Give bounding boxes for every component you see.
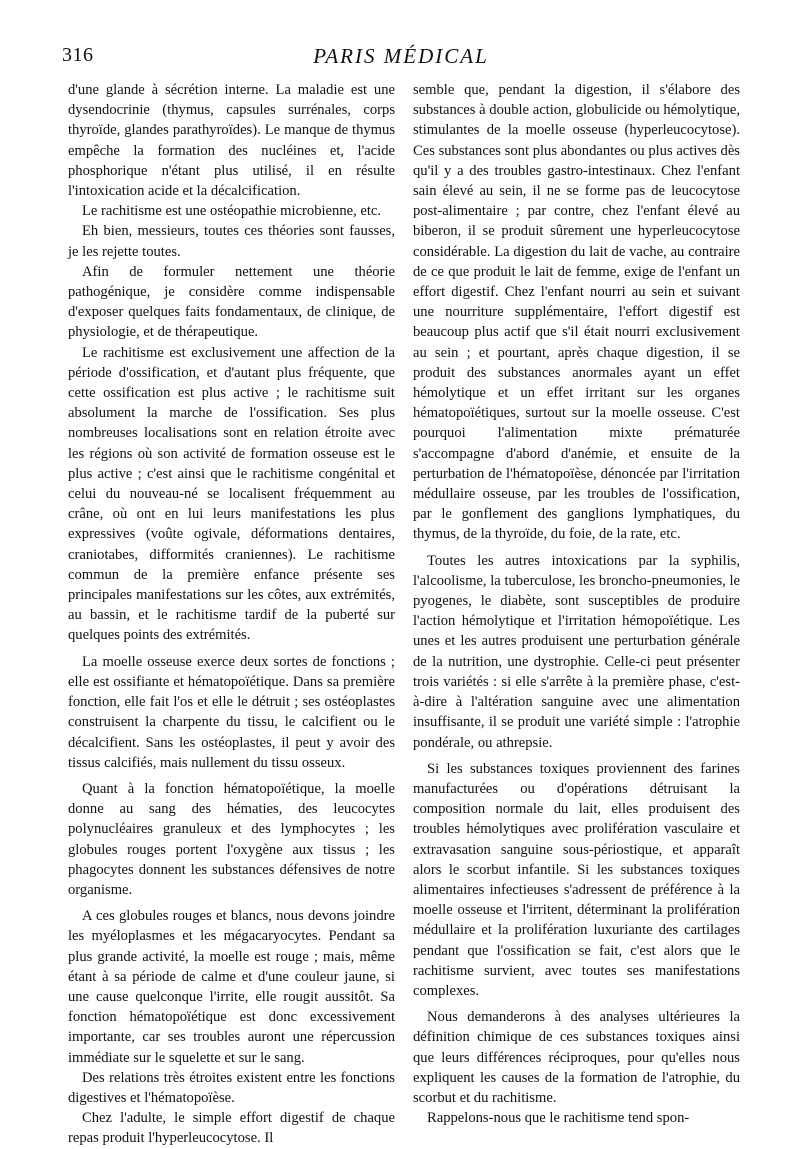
paragraph: Eh bien, messieurs, toutes ces théories sont fausses, je les rejette toutes.	[68, 223, 395, 260]
paragraph: Afin de formuler nettement une théorie pathogénique, je considère comme indispensable d'exposer quelques faits fondamentaux, de clinique, de physiologie, et de thérapeutique.	[68, 263, 395, 341]
paragraph: Si les substances toxiques proviennent des farines manufacturées ou d'opérations détruisant la composition normale du lait, elles produisent des troubles hémolytiques avec prolifération vasculaire et extravasation sanguine sous-périostique, et apparaît alors le scorbut infantile. Si les substances toxiques alimentaires infectieuses s'adressent de préférence à la moelle osseuse et l'irritent, déterminant la prolifération médullaire et la prolifération luxuriante des cartilages pendant que l'ossification se fait, c'est alors que le rachitisme survient, avec toutes ses manifestations complexes.	[413, 760, 740, 999]
paragraph: Nous demanderons à des analyses ultérieures la définition chimique de ces substances toxiques ainsi que leurs différences réciproques, pour qu'elles nous expliquent les causes de la formation de l'atrophie, du scorbut et du rachitisme.	[413, 1009, 740, 1106]
paragraph: Rappelons-nous que le rachitisme tend spon-	[427, 1110, 690, 1127]
paragraph: A ces globules rouges et blancs, nous devons joindre les myéloplasmes et les mégacaryocytes. Pendant sa plus grande activité, la moelle est rouge ; mais, même étant à sa période de calme et d'une couleur jaune, si une cause quelconque l'irrite, elle rougit aussitôt. Sa fonction hématopoïétique est donc excessivement importante, car ses troubles auront une répercussion immédiate sur le squelette et sur le sang.	[68, 908, 395, 1066]
page-header	[62, 40, 740, 74]
left-column	[68, 80, 395, 1149]
paragraph: Le rachitisme est exclusivement une affection de la période d'ossification, et d'autant plus fréquente, que cette ossification est plus active ; le rachitisme suit absolument la marche de l'ossification. Ses plus nombreuses localisations sont en relation étroite avec les régions où son activité de formation osseuse est le plus active ; c'est ainsi que le rachitisme congénital et celui du nouveau-né se localisent fréquemment au crâne, où ont en lui leurs manifestations les plus expressives (voûte ogivale, déformations dentaires, craniotabes, difformités craniennes). Le rachitisme commun de la première enfance présente ses principales manifestations sur les côtes, aux extrémités, au bassin, et le rachitisme tardif de la puberté sur quelques points des extrémités.	[68, 344, 395, 644]
paragraph: Le rachitisme est une ostéopathie microbienne, etc.	[82, 203, 382, 220]
paragraph: semble que, pendant la digestion, il s'élabore des substances à double action, globulicide ou hémolytique, stimulantes de la moelle osseuse (hyperleucocytose). Ces substances sont plus abondantes ou plus actives dès qu'il y a des troubles gastro-intestinaux. Chez l'enfant sain élevé au sein, il ne se forme pas de leucocytose post-alimentaire ; par contre, chez l'enfant élevé au biberon, il se produit sûrement une hyperleucocytose considérable. La digestion du lait de vache, au contraire de ce que produit le lait de femme, exige de l'enfant un effort digestif. Chez l'enfant nourri au sein et suivant une nourriture supplémentaire, l'effort digestif est beaucoup plus actif que s'il était nourri exclusivement au sein ; et pourtant, après chaque digestion, il se produit des substances anormales ayant un effet hémolytique et un effet irritant sur les organes hématopoïétiques, surtout sur la moelle osseuse. C'est pourquoi l'alimentation mixte prématurée s'accompagne d'abord d'anémie, et ensuite de la perturbation de l'hématopoïèse, dénoncée par l'irritation médullaire osseuse, par les troubles de l'ossification, par le gonflement des ganglions lymphatiques, du thymus, de la thyroïde, du foie, de la rate, etc.	[413, 82, 740, 543]
paragraph: d'une glande à sécrétion interne. La maladie est une dysendocrinie (thymus, capsules surrénales, corps thyroïde, glandes parathyroïdes). Le manque de thymus empêche la formation des nucléines et, l'acide phosphorique n'étant plus utilisé, il en résulte l'intoxication acide et la décalcification.	[68, 82, 395, 200]
paragraph: Chez l'adulte, le simple effort digestif de chaque repas produit l'hyperleucocytose. Il	[68, 1110, 395, 1147]
paragraph: La moelle osseuse exerce deux sortes de fonctions ; elle est ossifiante et hématopoïétique. Dans sa première fonction, elle fait l'os et elle le détruit ; ses ostéoplastes construisent la charpente du tissu, le calcifient ou le décalcifient. Sans les ostéoplastes, il peut y avoir des tissus calcifiés, mais nullement du tissu osseux.	[68, 653, 395, 771]
paragraph: Des relations très étroites existent entre les fonctions digestives et l'hématopoïèse.	[68, 1069, 395, 1106]
page-number: 316	[62, 44, 94, 66]
paragraph: Quant à la fonction hématopoïétique, la moelle donne au sang des hématies, des leucocytes polynucléaires granuleux et des lymphocytes ; les globules rouges portent l'oxygène aux tissus ; les phagocytes donnent les substances défensives de notre organisme.	[68, 780, 395, 898]
journal-title: PARIS MÉDICAL	[313, 44, 489, 68]
paragraph: Toutes les autres intoxications par la syphilis, l'alcoolisme, la tuberculose, les broncho-pneumonies, le pyogenes, le diabète, sont susceptibles de produire l'action hémolytique et l'irritation hémopoïétique. Les unes et les autres produisent une perturbation générale de la nutrition, une dystrophie. Celle-ci peut présenter trois variétés : si elle s'arrête à la première phase, c'est-à-dire à l'altération sanguine avec une alimentation insuffisante, il se produit une variété simple : l'atrophie pondérale, ou athrepsie.	[413, 552, 740, 751]
right-column	[413, 80, 740, 1128]
